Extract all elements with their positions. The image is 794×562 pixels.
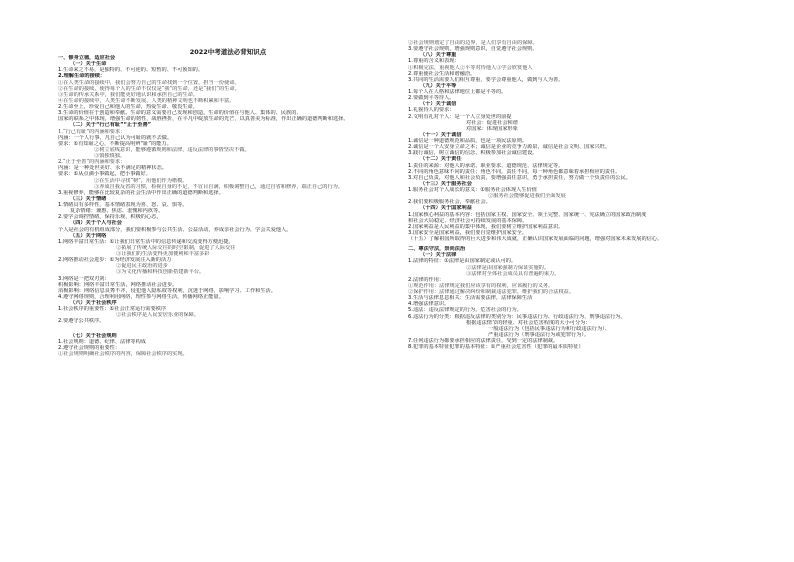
- text-line: 1.服务社会对个人成长的意义：①服务社会体现人生价值: [408, 187, 537, 193]
- text-line: [58, 325, 398, 333]
- section-heading: ③生命的传承关系中，我们能更好地认识和承担自己的生命。: [58, 91, 199, 98]
- section-heading: ②拓展了传统人际交往的时空限制，促进了人际交往: [116, 244, 236, 251]
- text-line: 3.生活与法律息息相关：生活需要法律，法律保障生活: [408, 295, 533, 302]
- page-title: 2022中考道法必背知识点: [189, 48, 267, 56]
- text-line: 和社会大局稳定、经济社会可持续发展的基本保障。: [408, 217, 528, 224]
- text-line: 3.生命的价值在于创造和奉献。生命的意义需要自己发现和创造。生命的价值在与他人、集体的、民族的、: [58, 110, 302, 117]
- section-heading: ②在生活中寻找“榜”，用他们作为楷模。: [94, 177, 188, 184]
- section-heading: 二、尊法守法，崇尚法治: [408, 246, 466, 253]
- text-line: 7.任何违法行为都要承担相应的法律责任，受到一定的法律制裁。: [408, 338, 559, 344]
- text-line: 对国家：体现国家形象: [466, 125, 518, 132]
- section-heading: （二）关于“行己有耻”“止于至善”: [70, 122, 152, 129]
- text-line: 1.网络丰富日常生活：①让我们日常生活中的信息传递和交流变得方便迅捷。: [58, 238, 234, 245]
- text-line: 2.网络推动社会进步：①为经济发展注入新的活力: [58, 257, 172, 264]
- section-heading: （十三）关于服务社会: [420, 180, 472, 187]
- text-line: 3.网络是一把双刃剑：: [58, 275, 110, 282]
- section-heading: （十）关于诚信: [420, 101, 457, 108]
- section-heading: ②法律是由国家强制力保证实施的。: [466, 264, 550, 271]
- text-line: 2.尊重使社会生活和谐融洽。: [408, 70, 476, 77]
- text-line: 严重违法行为（刑事违法行为或犯罪行为）。: [488, 331, 590, 338]
- section-heading: ②服务社会能够促进我们全面发展: [488, 193, 566, 200]
- text-line: 一般违法行为（包括民事违法行为和行政违法行为）、: [488, 325, 610, 332]
- section-heading: ②在生命的接续，使得每个人的生命不仅仅是“我”的生命，还是“我们”的生命。: [58, 85, 240, 92]
- section-heading: 2.理解生命的接续：: [58, 73, 106, 80]
- right-column: [408, 40, 748, 350]
- section-heading: （五）关于网络: [70, 232, 107, 239]
- text-line: 3.要遵守社会规则，增强规则意识，自觉遵守社会规则。: [408, 46, 538, 53]
- text-line: 2.文明有礼对个人：是一个人立身处世的前提: [408, 113, 512, 120]
- section-heading: （一）关于生命: [70, 61, 107, 68]
- text-line: 1.社会规则：道德、纪律、法律等构成: [58, 338, 146, 345]
- text-line: 6.违法行为的分类：根据违反法律的类别分为：民事违法行为、行政违法行为、刑事违法行为。: [408, 313, 626, 320]
- text-line: 4.遵守网络规则，合理利用网络，理性参与网络生活，传播网络正能量。: [58, 293, 224, 300]
- section-heading: ③为文化传播和科技创新搭建新平台。: [116, 269, 205, 276]
- text-line: （十五）了解祖国所取得的巨大进步和伟大成就，正确认识国家发展面临的问题，增强对国家未来发展的信心。: [408, 236, 663, 242]
- text-line: 8.犯罪的基本特征犯罪的基本特征：①严重社会危害性（犯罪的最本质特征）: [408, 344, 584, 351]
- text-line: 根据违法情节的轻重、对社会危害程度的大小可分为：: [466, 319, 591, 326]
- section-heading: 1.“行己有耻”的内涵和要求：: [58, 128, 126, 135]
- section-heading: （七）关于社会规则: [70, 332, 117, 339]
- section-heading: ②树立底线意识，能够遵循规则和法律，违反法律的事情坚决不做。: [94, 146, 250, 153]
- text-line: 1.国家核心利益的基本内容：包括国家主权、国家安全、领土完整、国家统一、宪法确立的国家政治制度: [408, 211, 647, 218]
- section-heading: （一）关于法律: [420, 252, 457, 259]
- text-line: 3.对自己负责，对他人和社会负责，要增强责任意识，勇于承担责任，努力做一个负责任的公民。: [408, 174, 631, 181]
- section-heading: ①在人类生命的接续中，我们会努力自己的生命找到一个位置，担当一份使命。: [58, 79, 240, 86]
- text-line: 1.法律的特征：①法律是由国家制定或认可的。: [408, 258, 517, 265]
- section-heading: ①社会规则明确社会秩序的内容，保障社会秩序的实现。: [58, 350, 188, 357]
- section-heading: （三）关于情绪: [70, 195, 107, 202]
- text-line: 1.情绪具有多样性，基本情绪表现为喜、怒、哀、惧等。: [58, 202, 188, 208]
- text-line: 2.要学会调控情绪，保持乐观，积极的心态。: [58, 214, 162, 221]
- text-line: 1.责任的来源：对他人的承诺、职业要求、道德规范、法律规定等。: [408, 162, 564, 169]
- text-line: 1.诚信是一种道德规范和品质，也是一项民法原则。: [408, 138, 528, 144]
- section-heading: （十一）关于诚信: [420, 131, 462, 138]
- text-line: 国家的联系之中体现，增强生命的韧性，战胜挫折，在平凡中绽放生命的光芒，以真善美为标准，作出正确的道德判断和选择。: [58, 116, 349, 123]
- text-line: 2.遵守社会规则的重要性：: [58, 344, 121, 351]
- section-heading: ②保护作用：法律通过解决纠纷和制裁违法犯罪，维护我们的合法权益。: [408, 289, 575, 295]
- section-heading: ③养成自我反省的习惯，检视自身的不足，不盲目自满，积极调整自己，通过自省和修养，端正自己的行为。: [94, 183, 344, 190]
- section-heading: （十四）关于国家利益: [420, 205, 472, 212]
- text-line: 4.增强法律意识。: [408, 301, 450, 308]
- section-heading: ②社会秩序是人民安居乐业的保障。: [116, 312, 200, 319]
- text-line: 个人是社会的有机组成部分，我们要积极参与公共生活、公益活动，养成亲社会行为，学会关爱他人。: [58, 226, 292, 233]
- text-line: 1.每个人在人格和法律地位上都是平等的。: [408, 89, 507, 95]
- text-line: 消极影响：网络信息良莠不齐，侵犯他人隐私权等权利，沉迷于网络，影响学习、工作和生活。: [58, 287, 276, 294]
- section-heading: （六）关于社会秩序: [70, 300, 117, 306]
- text-line: 2.诚信是一个人安身立命之本；诚信是企业的竞争力源泉，诚信是社会文明、国家兴旺。: [408, 144, 611, 151]
- section-heading: ②社会规则划定了自由的边界，是人们享有自由的保障。: [408, 40, 538, 46]
- text-line: 复杂情绪：兼惠、焦虑、羞愧和内疚等。: [70, 208, 164, 215]
- text-line: 2.我们要积极服务社会，奉献社会。: [408, 199, 491, 206]
- text-line: 2.生命至上，珍爱自己和他人的生命，热爱生命、敬畏生命。: [58, 104, 198, 110]
- text-line: 3.重视修养，能够在比较复杂的社会生活中作出正确的道德判断和选择。: [58, 189, 224, 196]
- section-heading: ②促进民主政治的进步: [116, 263, 168, 270]
- text-line: 3.践行诚信，树立诚信的信念，积极参加社会诚信建设。: [408, 150, 538, 157]
- text-line: 2.法律的作用：: [408, 276, 445, 283]
- text-line: 2.不同的角色意味不同的责任；角色不同，责任不同，每一种角色都意味着承担相应的责任。: [408, 168, 621, 175]
- left-column: [58, 46, 398, 357]
- section-heading: 2.“止于至善”的内涵和要求：: [58, 159, 126, 166]
- text-line: 1.社会秩序的重要性：①社会正常运行需要秩序: [58, 306, 167, 313]
- text-line: 2.要遵守公共秩序。: [58, 318, 105, 325]
- text-line: 5.违法：违反法律规定的行为，危害社会的行为。: [408, 307, 522, 314]
- text-line: 2.国家利益是人民利益的集中体现，我们要树立维护国家利益意识。: [408, 223, 564, 230]
- text-line: 2.要做到平等待人。: [408, 95, 455, 102]
- text-line: 要求：①从点滴小事做起，把小事做好。: [58, 171, 151, 178]
- text-line: 积极影响：网络丰富日常生活，网络推动社会进步。: [58, 281, 178, 288]
- text-line: 3.国家安全是国家利益，我们要自觉维护国家安全。: [408, 229, 528, 236]
- text-line: 1.尊重的含义和表现：: [408, 58, 460, 65]
- text-line: 要求：①有知耻之心，不断提高明辨“耻”的能力。: [58, 140, 172, 147]
- section-heading: ③慎独慎独。: [94, 153, 126, 159]
- section-heading: ③让我们的生活变得更加便利和丰富多彩: [116, 251, 210, 257]
- section-heading: （四）关于个人与社会: [70, 220, 122, 227]
- section-heading: （十二）关于责任: [420, 156, 462, 163]
- text-line: 1.生命来之不易，是独特的、不可逆的、短暂的、不可预知的。: [58, 67, 204, 74]
- section-heading: ④在生命的接续中，人类生命不断发展，人类的精神文明也不断积累和丰富。: [58, 97, 235, 104]
- section-heading: ③法律对全体社会成员具有普遍约束力。: [466, 270, 560, 277]
- section-heading: （八）关于尊重: [420, 52, 457, 59]
- text-line: 对社会：促进社会和谐: [466, 119, 518, 126]
- section-heading: ①积极完法，重视他人②平等对待他人③学会欣赏他人: [408, 64, 533, 71]
- section-heading: 一、修身立德，适应社会: [58, 55, 116, 61]
- text-line: 内涵：是一种处世美好、永不满足的精神状态。: [58, 165, 167, 172]
- text-line: 1.礼貌待人的要求：: [408, 107, 455, 114]
- text-line: 3.共同的生活需要人们相互尊重，要学会尊重他人，做到与人为善。: [408, 76, 564, 83]
- text-line: 内涵：一个人行事，凡自己认为可耻的就不去做。: [58, 134, 173, 141]
- section-heading: ①规范作用：法律规定我们应该享有的权利，应该履行的义务。: [408, 282, 554, 289]
- section-heading: （九）关于平等: [420, 82, 457, 89]
